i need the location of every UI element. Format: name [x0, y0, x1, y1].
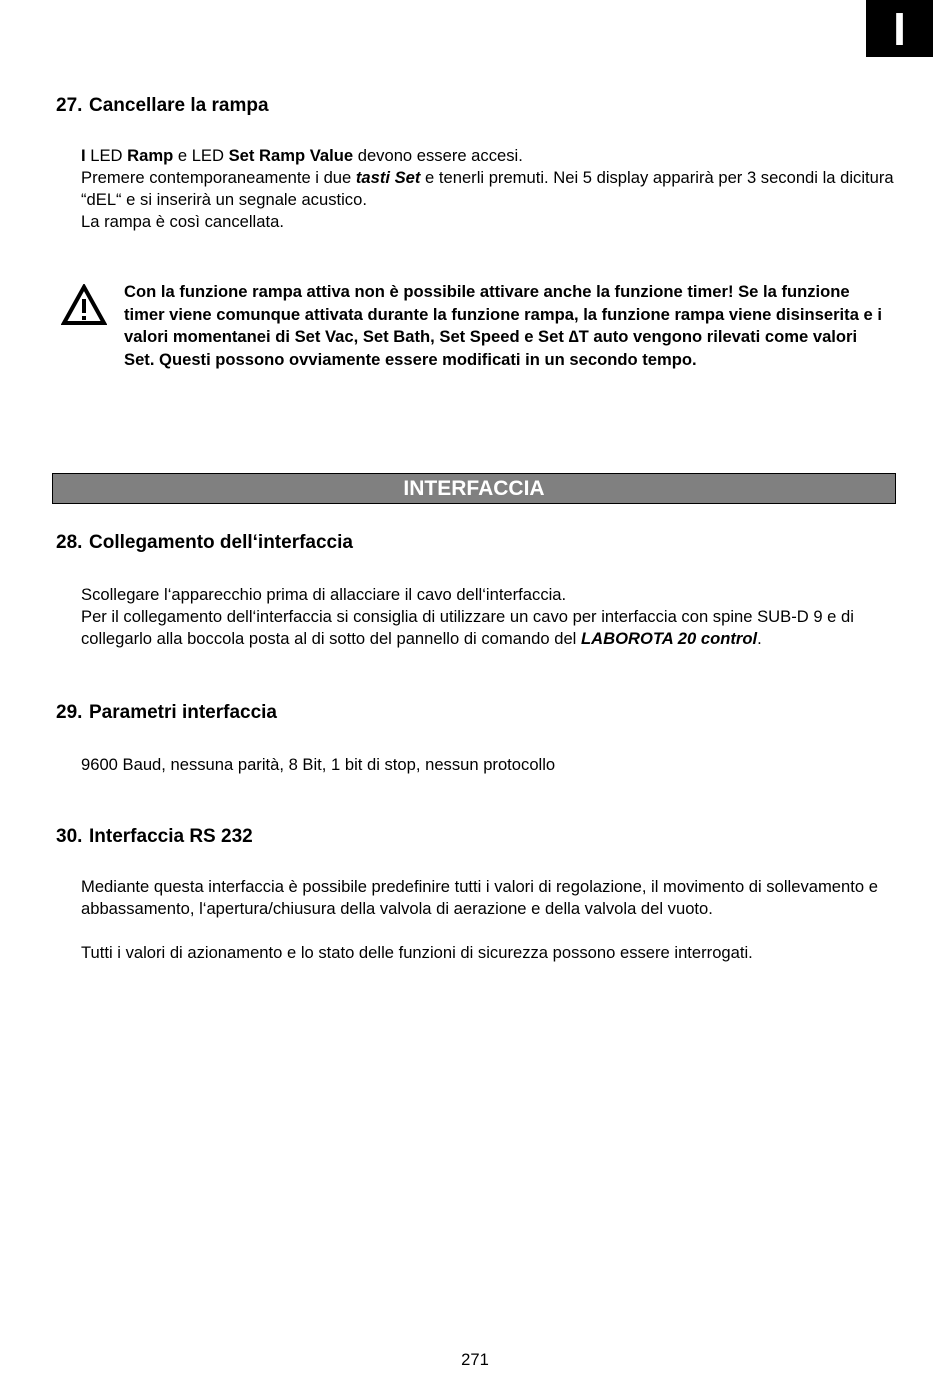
paragraph: Mediante questa interfaccia è possibile predefinire tutti i valori di regolazione, il movimento di sollevamento e abbassamento, l‘apertura/chiusura della valvola di aerazione e della valvola del vuoto. — [81, 877, 878, 918]
paragraph: Scollegare l‘apparecchio prima di allacciare il cavo dell‘interfaccia. — [81, 585, 567, 604]
section-28-heading — [56, 532, 353, 554]
section-title: Collegamento dell‘interfaccia — [89, 532, 353, 553]
section-30-heading — [56, 826, 253, 848]
warning-triangle-icon — [61, 284, 107, 326]
section-title: Cancellare la rampa — [89, 95, 269, 116]
section-27-heading — [56, 95, 269, 117]
section-27-body — [81, 145, 901, 233]
paragraph: Premere contemporaneamente i due tasti Set e tenerli premuti. Nei 5 display apparirà per 3 secondi la dicitura “dEL“ e si inserirà un segnale acustico. — [81, 168, 894, 209]
paragraph: 9600 Baud, nessuna parità, 8 Bit, 1 bit di stop, nessun protocollo — [81, 755, 556, 774]
section-number: 29. — [56, 702, 83, 723]
section-30-body — [81, 876, 901, 964]
paragraph: Tutti i valori di azionamento e lo stato delle funzioni di sicurezza possono essere interrogati. — [81, 943, 753, 962]
warning-text: Con la funzione rampa attiva non è possibile attivare anche la funzione timer! Se la funzione timer viene comunque attivata durante la funzione rampa, la funzione rampa viene disinserita e i valori momentanei di Set Vac, Set Bath, Set Speed e Set ∆T auto vengono rilevati come valori Set. Questi possono ovviamente essere modificati in un secondo tempo. — [124, 282, 882, 369]
section-title: Parametri interfaccia — [89, 702, 277, 723]
product-name: LABOROTA 20 control — [580, 629, 758, 648]
section-bar-interfaccia: INTERFACCIA — [52, 473, 896, 504]
section-number: 28. — [56, 532, 83, 553]
section-28-body — [81, 584, 901, 650]
section-29-heading — [56, 702, 277, 724]
language-tab: I — [866, 0, 933, 57]
section-number: 30. — [56, 826, 83, 847]
paragraph: I LED Ramp e LED Set Ramp Value devono essere accesi. — [81, 146, 523, 165]
section-29-body — [81, 754, 901, 776]
paragraph: Per il collegamento dell‘interfaccia si consiglia di utilizzare un cavo per interfaccia con spine SUB-D 9 e di collegarlo alla boccola posta al di sotto del pannello di comando del LABOROTA 20 control. — [81, 607, 854, 648]
paragraph: La rampa è così cancellata. — [81, 212, 284, 231]
section-title: Interfaccia RS 232 — [89, 826, 253, 847]
page-number: 271 — [461, 1350, 489, 1369]
section-number: 27. — [56, 95, 83, 116]
